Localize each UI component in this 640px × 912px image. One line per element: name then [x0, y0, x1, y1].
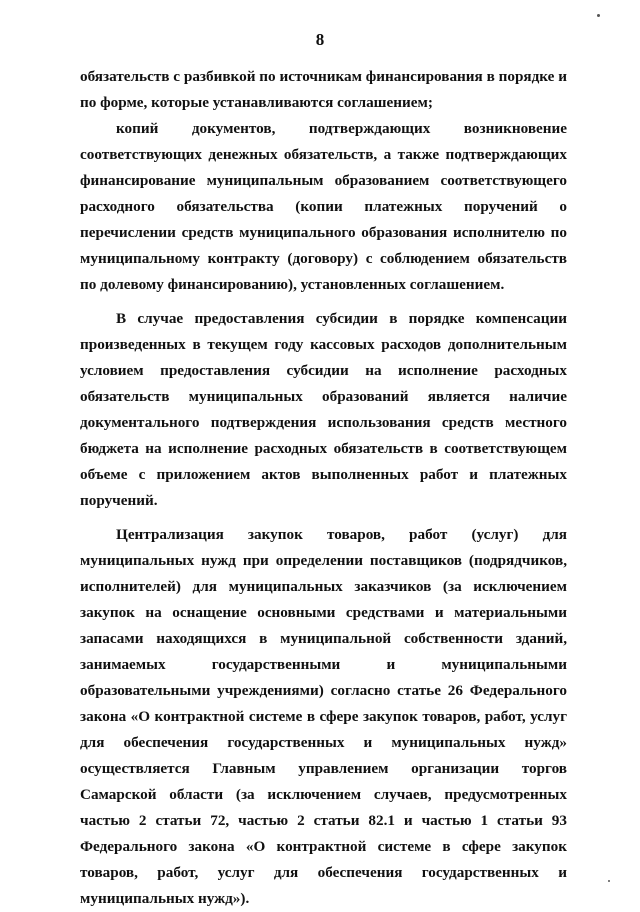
body-text [80, 64, 567, 912]
paragraph-2: копий документов, подтверждающих возникновение соответствующих денежных обязательств, а также подтверждающих финансирование муниципальным образованием соответствующего расходного обязательства (копии платежных поручений о перечислении средств муниципального образования исполнителю по муниципальному контракту (договору) с соблюдением обязательств по долевому финансированию), установленных соглашением. [80, 120, 567, 293]
paragraph-1: обязательств с разбивкой по источникам финансирования в порядке и по форме, которые устанавливаются соглашением; [80, 68, 567, 111]
paragraph-3: В случае предоставления субсидии в порядке компенсации произведенных в текущем году кассовых расходов дополнительным условием предоставления субсидии на исполнение расходных обязательств муниципальных образований является наличие документального подтверждения использования средств местного бюджета на исполнение расходных обязательств в соответствующем объеме с приложением актов выполненных работ и платежных поручений. [80, 310, 567, 509]
page-number: 8 [315, 30, 325, 49]
paragraph-4: Централизация закупок товаров, работ (услуг) для муниципальных нужд при определении поставщиков (подрядчиков, исполнителей) для муниципальных заказчиков (за исключением закупок на оснащение основными средствами и материальными запасами находящихся в муниципальной собственности зданий, занимаемых государственными и муниципальными образовательными учреждениями) согласно статье 26 Федерального закона «О контрактной системе в сфере закупок товаров, работ, услуг для обеспечения государственных и муниципальных нужд» осуществляется Главным управлением организации торгов Самарской области (за исключением случаев, предусмотренных частью 2 статьи 72, частью 2 статьи 82.1 и частью 1 статьи 93 Федерального закона «О контрактной системе в сфере закупок товаров, работ, услуг для обеспечения государственных и муниципальных нужд»). [80, 526, 567, 907]
scan-speck-top-right [597, 14, 600, 17]
scan-speck-bottom-right [608, 880, 610, 882]
